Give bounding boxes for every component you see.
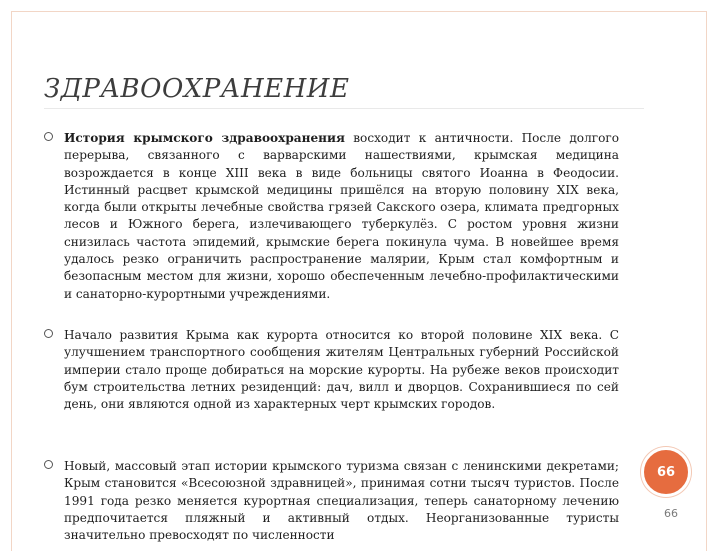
bullet-text [64,458,619,544]
page-number: 66 [664,507,678,520]
title-divider [44,108,644,109]
page-number-badge: 66 [641,447,691,497]
bullet-item-history [44,130,619,303]
bullet-lead: История крымского здравоохранения [64,131,345,145]
slide-title: ЗДРАВООХРАНЕНИЕ [44,74,350,104]
bullet-text [64,130,619,303]
bullet-item-resort-origins [44,327,619,413]
bullet-body: Начало развития Крыма как курорта относится ко второй половине XIX века. С улучшением транспортного сообщения жителям Центральных губерний Российской империи стало проще добираться на морские курорты. На рубеже веков происходит бум строительства летних резиденций: дач, вилл и дворцов. Сохранившиеся по сей день, они являются одной из характерных черт крымских городов. [64,328,619,412]
bullet-item-mass-tourism [44,458,619,544]
circle-bullet-icon [44,132,53,141]
circle-bullet-icon [44,460,53,469]
circle-bullet-icon [44,329,53,338]
bullet-body: восходит к античности. После долгого перерыва, связанного с варварскими нашествиями, крымская медицина возрождается в конце XIII века в виде больницы святого Иоанна в Феодосии. Истинный расцвет крымской медицины пришёлся на вторую половину XIX века, когда были открыты лечебные свойства грязей Сакского озера, климата предгорных лесов и Южного берега, излечивающего туберкулёз. С ростом уровня жизни снизилась частота эпидемий, крымские берега покинула чума. В новейшее время удалось резко ограничить распространение малярии, Крым стал комфортным и безопасным местом для жизни, хорошо обеспеченным лечебно-профилактическими и санаторно-курортными учреждениями. [64,131,619,301]
bullet-text [64,327,619,413]
bullet-body: Новый, массовый этап истории крымского туризма связан с ленинскими декретами; Крым становится «Всесоюзной здравницей», принимая сотни тысяч туристов. После 1991 года резко меняется курортная специализация, теперь санаторному лечению предпочитается пляжный и активный отдых. Неорганизованные туристы значительно превосходят по численности [64,459,619,543]
